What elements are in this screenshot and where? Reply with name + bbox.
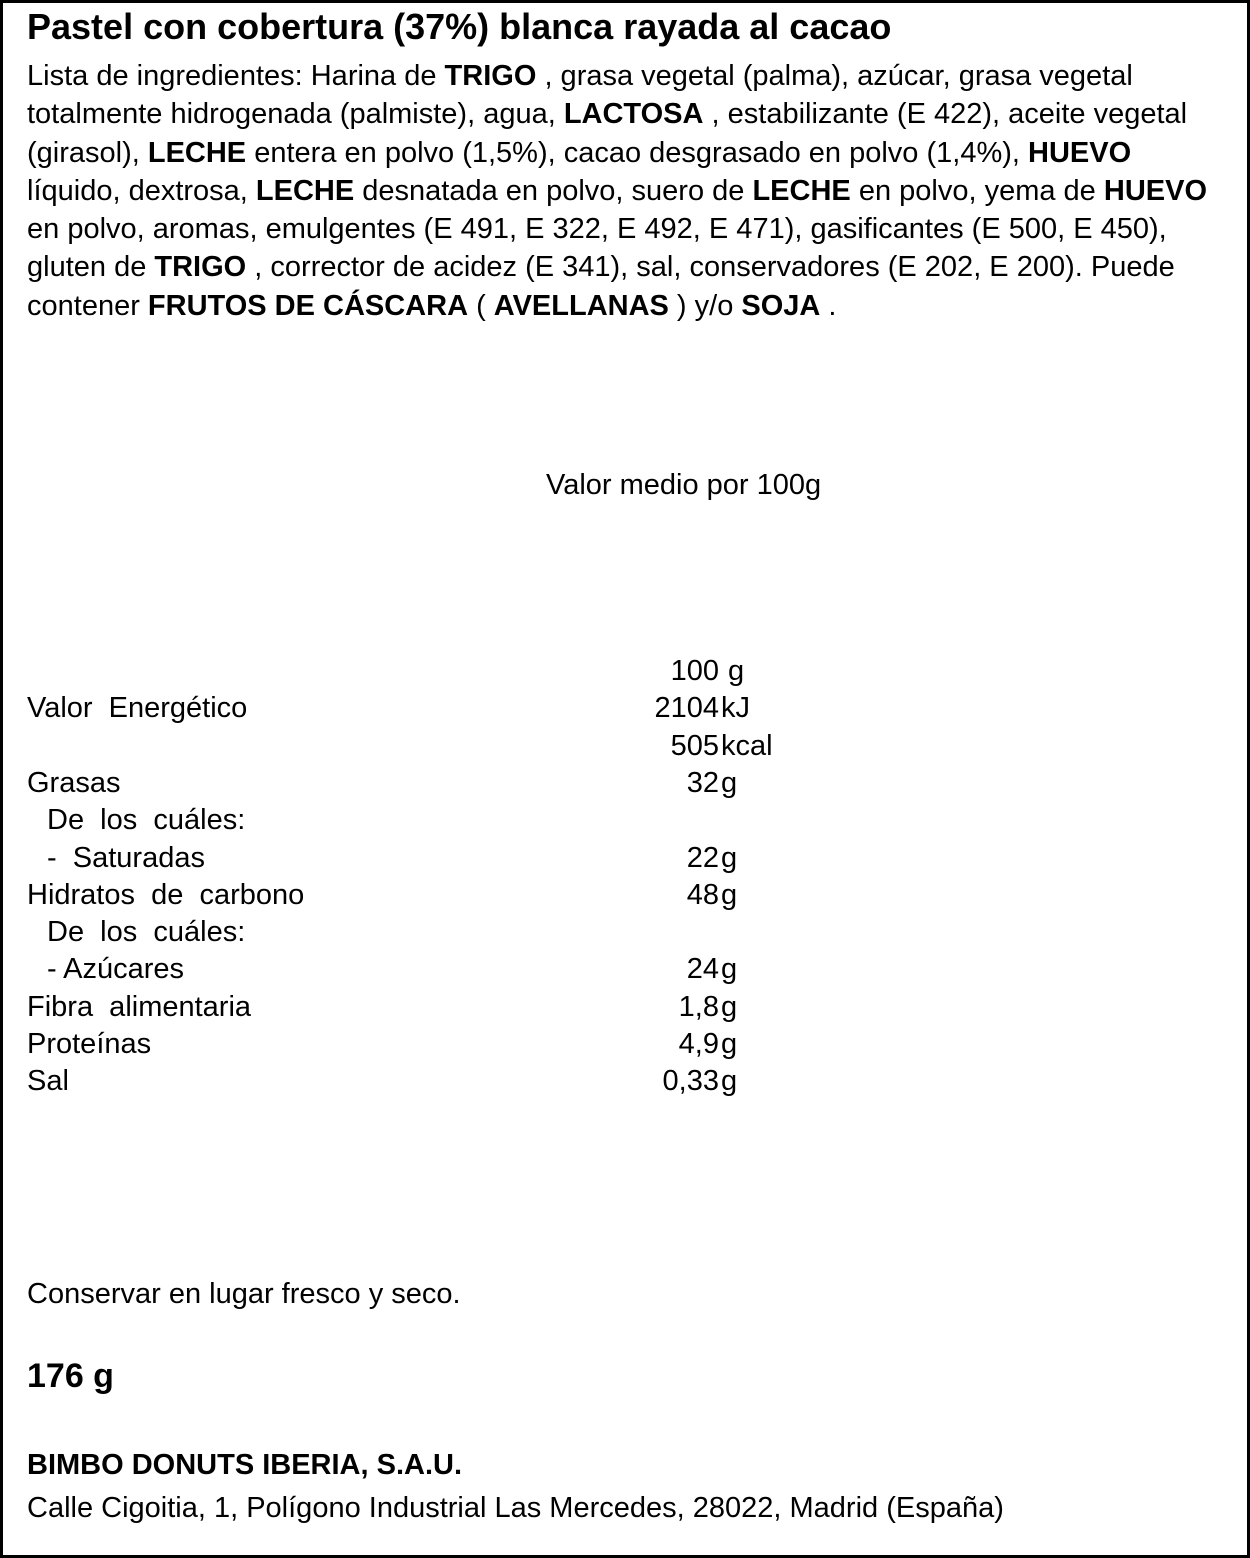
allergen-text: AVELLANAS [493, 289, 669, 322]
company-name: BIMBO DONUTS IBERIA, S.A.U. [27, 1449, 463, 1481]
company-address: Calle Cigoitia, 1, Polígono Industrial Las Mercedes, 28022, Madrid (España) [27, 1492, 1004, 1524]
nutrient-unit: g [721, 878, 738, 911]
nutrient-name: Hidratos de carbono [27, 878, 305, 911]
allergen-text: LECHE [255, 174, 355, 207]
nutrient-value: 1,8 [678, 990, 719, 1023]
nutrient-name: - Saturadas [47, 841, 205, 874]
product-title: Pastel con cobertura (37%) blanca rayada al cacao [27, 6, 892, 47]
allergen-text: LECHE [147, 136, 247, 169]
nutrient-unit: g [721, 953, 738, 986]
net-weight: 176 g [27, 1357, 114, 1395]
nutrient-name: - Azúcares [47, 953, 184, 986]
nutrient-name: Fibra alimentaria [27, 990, 252, 1023]
ingredients-text: líquido, dextrosa, [27, 174, 256, 207]
nutrient-value: 4,9 [678, 1028, 719, 1060]
nutrient-name: Grasas [27, 766, 121, 799]
nutrient-unit: g [728, 655, 745, 687]
allergen-text: FRUTOS DE CÁSCARA [147, 289, 469, 322]
nutrient-value: 0,33 [662, 1065, 719, 1098]
nutrient-value: 100 [670, 655, 719, 687]
nutrition-row [3, 802, 1243, 839]
nutrient-value: 24 [686, 953, 719, 986]
nutrition-row [3, 728, 1243, 765]
ingredients-text: , corrector de acidez (E 341), sal, conservadores (E 202, E 200). Puede contener [27, 251, 1175, 322]
nutrition-row [3, 1026, 1243, 1063]
ingredients-text: en polvo, aromas, emulgentes (E 491, E 322, E 492, E 471), gasificantes (E 500, E 450), gluten de [27, 213, 1167, 284]
nutrition-row [3, 951, 1243, 988]
nutrient-unit: g [721, 990, 738, 1023]
allergen-text: TRIGO [444, 60, 537, 92]
allergen-text: HUEVO [1103, 174, 1208, 207]
nutrient-unit: g [721, 1065, 738, 1098]
nutrient-unit: g [721, 1028, 738, 1060]
ingredients-list [27, 57, 1212, 325]
nutrient-value: 2104 [654, 692, 719, 725]
allergen-text: LECHE [752, 174, 851, 207]
storage-instructions: Conservar en lugar fresco y seco. [27, 1278, 461, 1310]
nutrient-value: 505 [670, 729, 719, 762]
nutrition-header: Valor medio por 100g [546, 469, 822, 501]
nutrient-name: De los cuáles: [47, 916, 246, 949]
nutrition-row [3, 653, 1243, 690]
allergen-text: HUEVO [1028, 136, 1132, 169]
nutrition-row [3, 1063, 1243, 1100]
nutrient-name: Sal [27, 1065, 69, 1098]
nutrition-row [3, 840, 1243, 877]
ingredients-text: desnatada en polvo, suero de [354, 174, 753, 207]
allergen-text: TRIGO [154, 251, 247, 284]
nutrient-name: De los cuáles: [47, 804, 246, 837]
nutrient-value: 32 [686, 766, 719, 799]
nutrient-name: Valor Energético [27, 692, 248, 725]
allergen-text: LACTOSA [563, 98, 704, 131]
ingredients-text: . [820, 289, 837, 322]
nutrient-value: 48 [686, 878, 719, 911]
ingredients-text: , estabilizante (E 422), aceite vegetal (girasol), [27, 98, 1188, 169]
ingredients-text: Lista de ingredientes: Harina de [27, 60, 445, 92]
nutrient-unit: g [721, 766, 738, 799]
ingredients-text: en polvo, yema de [850, 174, 1104, 207]
nutrition-row [3, 989, 1243, 1026]
nutrient-unit: g [721, 841, 738, 874]
ingredients-text: entera en polvo (1,5%), cacao desgrasado en polvo (1,4%), [246, 136, 1029, 169]
nutrient-name: Proteínas [27, 1028, 152, 1060]
nutrition-row [3, 765, 1243, 802]
nutrient-value: 22 [686, 841, 719, 874]
nutrition-row [3, 690, 1243, 727]
nutrition-row [3, 914, 1243, 951]
ingredients-text: ( [468, 289, 494, 322]
nutrient-unit: kcal [721, 729, 773, 762]
ingredients-text: ) y/o [668, 289, 742, 322]
ingredients-text: , grasa vegetal (palma), azúcar, grasa vegetal totalmente hidrogenada (palmiste), agua, [27, 60, 1133, 131]
nutrient-unit: kJ [721, 692, 750, 725]
nutrition-row [3, 877, 1243, 914]
allergen-text: SOJA [741, 289, 821, 322]
